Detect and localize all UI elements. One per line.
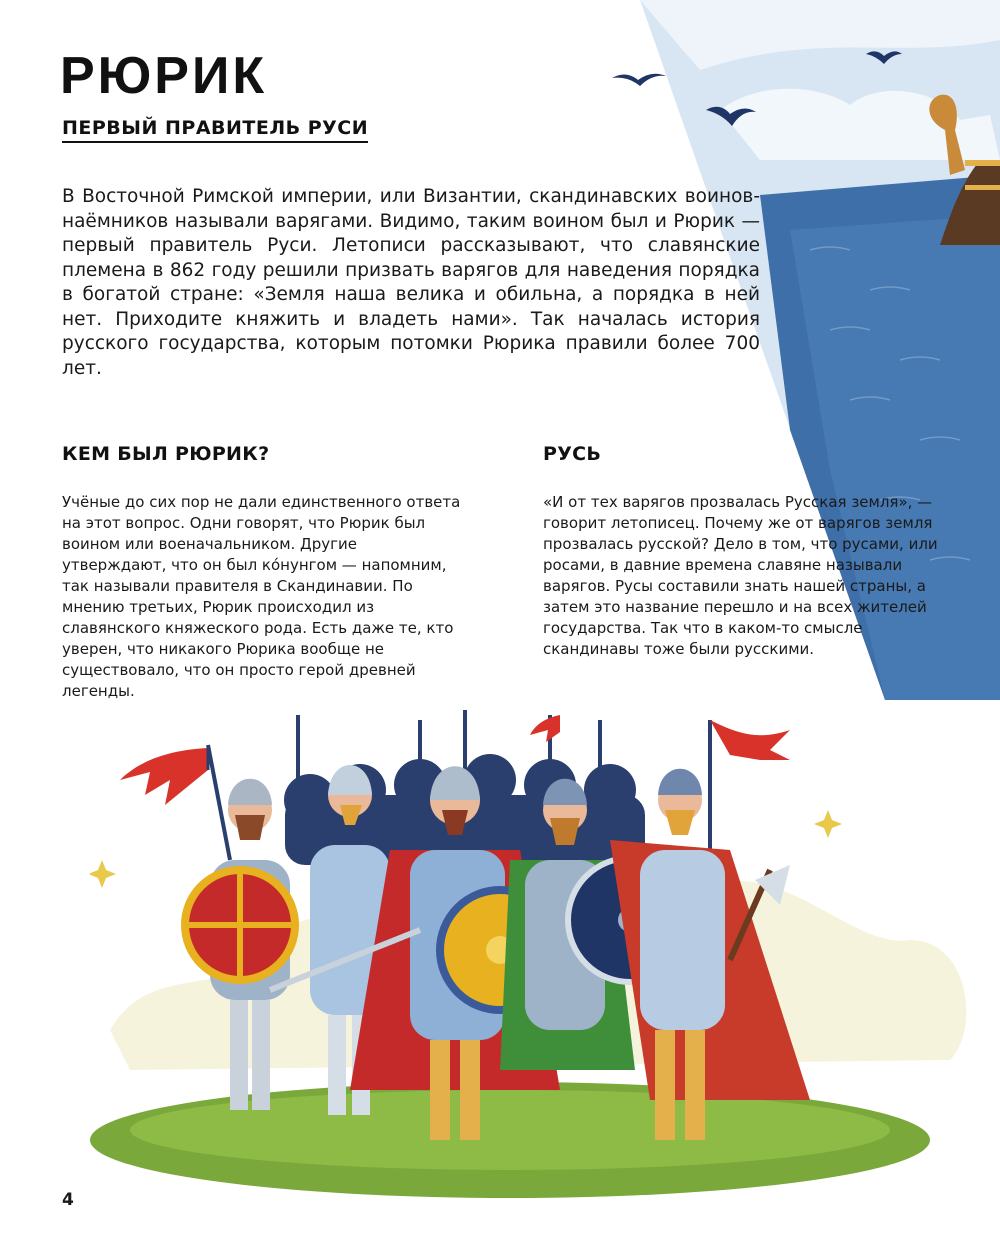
red-shield-icon	[185, 870, 295, 980]
page-subtitle: ПЕРВЫЙ ПРАВИТЕЛЬ РУСИ	[62, 117, 368, 143]
page-title: РЮРИК	[60, 47, 268, 105]
section-text-rus: «И от тех варягов прозвалась Русская земля», — говорит летописец. Почему же от варягов земля прозвалась русской? Дело в том, что русами, или росами, в давние времена славяне называли варягов. Русы составили знать нашей страны, а затем это название перешло и на всех жителей государства. Так что в каком-то смысле скандинавы тоже были русскими.	[543, 493, 938, 658]
page-number: 4	[62, 1190, 74, 1210]
section-heading-rus: РУСЬ	[543, 443, 602, 465]
intro-paragraph: В Восточной Римской империи, или Византии, скандинавских воинов-наёмников называли варягами. Видимо, таким воином был и Рюрик — первый правитель Руси. Летописи рассказывают, что славянские племена в 862 году решили призвать варягов для наведения порядка в богатой стране: «Земля наша велика и обильна, а порядка в ней нет. Приходите княжить и владеть нами». Так началась история русского государства, которым потомки Рюрика правили более 700 лет.	[62, 186, 760, 379]
section-text-who-was-rurik: Учёные до сих пор не дали единственного ответа на этот вопрос. Одни говорят, что Рюрик был воином или военачальником. Другие утверждают, что он был ко́нунгом — напомним, так называли правителя в Скандинавии. По мнению третьих, Рюрик происходил из славянского княжеского рода. Есть даже те, кто уверен, что никакого Рюрика вообще не существовало, что он просто герой древней легенды.	[62, 493, 461, 700]
warriors-illustration	[90, 700, 990, 1200]
section-heading-who-was-rurik: КЕМ БЫЛ РЮРИК?	[62, 443, 270, 465]
